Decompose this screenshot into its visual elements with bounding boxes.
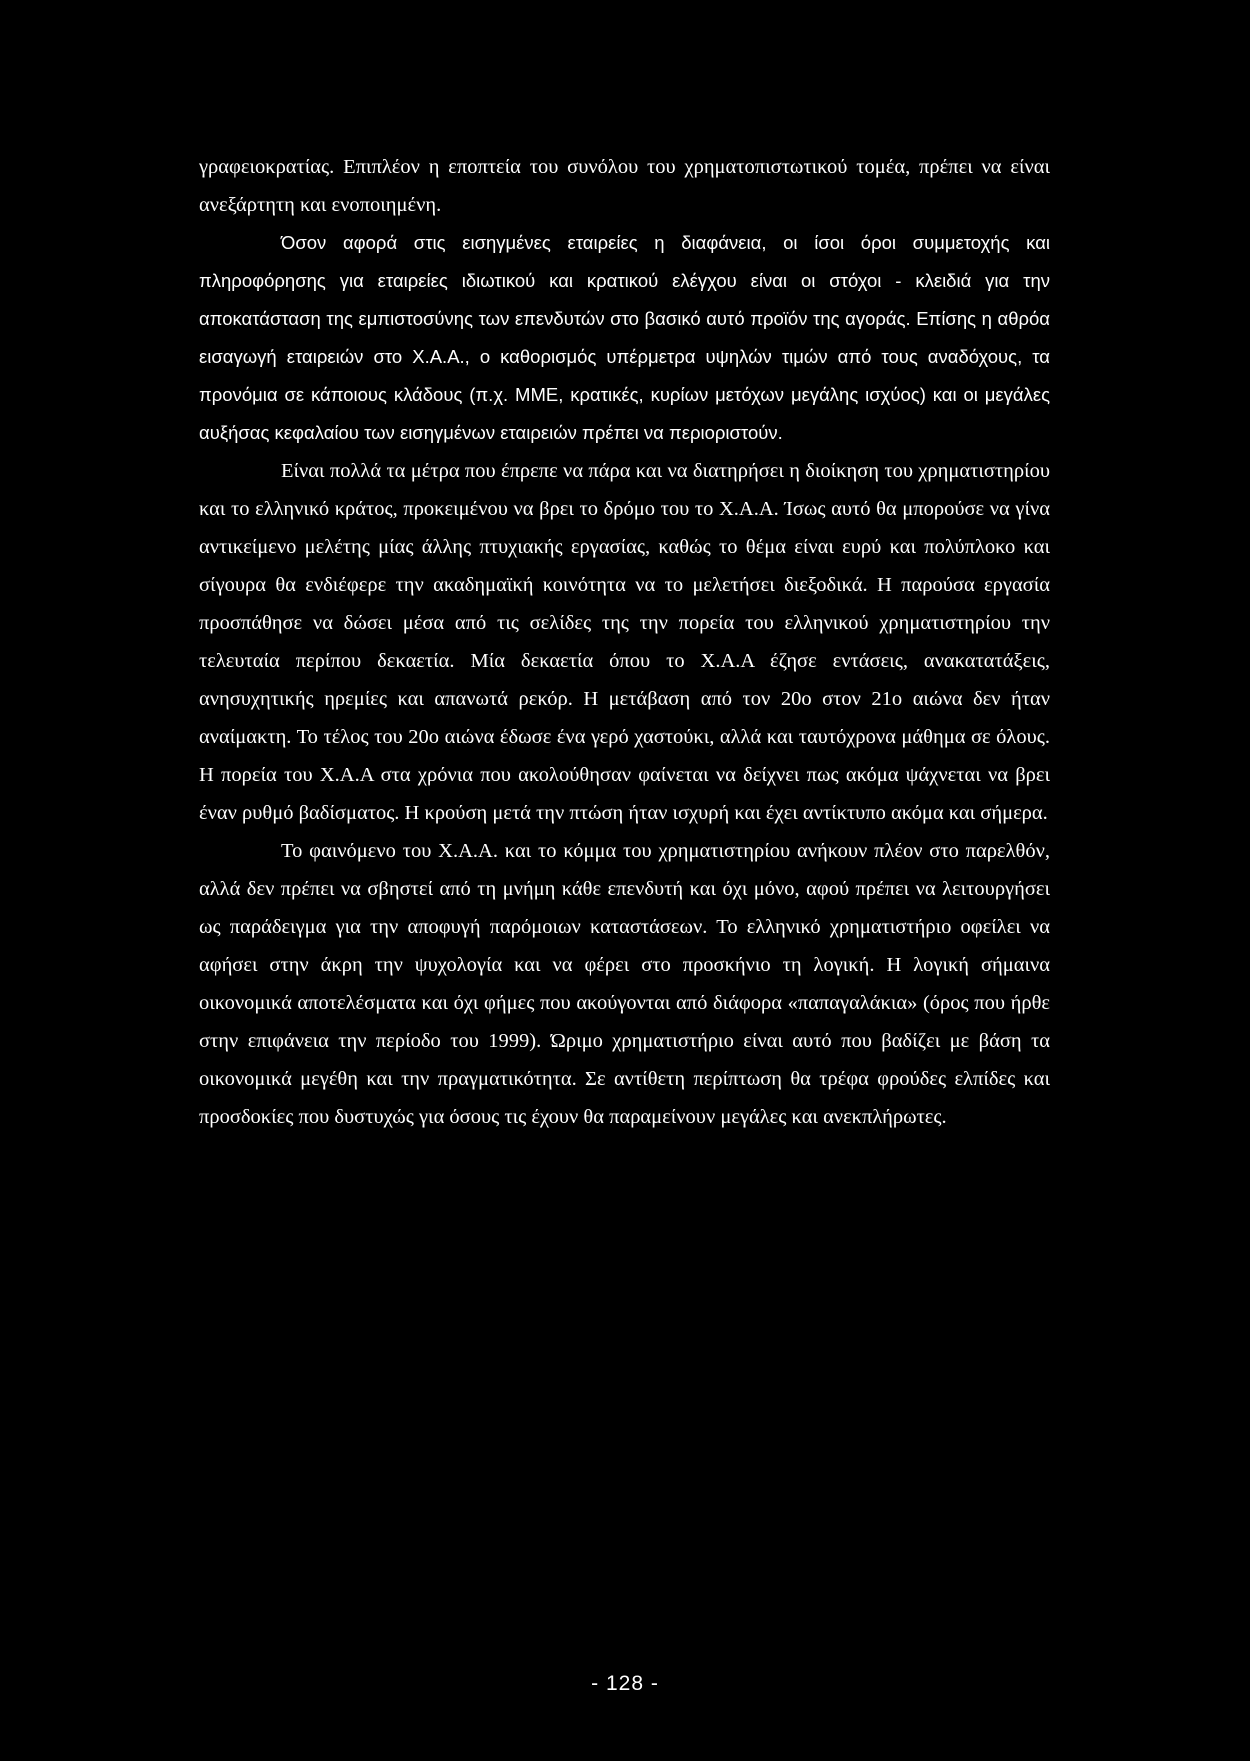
paragraph-listed-companies: Όσον αφορά στις εισηγμένες εταιρείες η διαφάνεια, οι ίσοι όροι συμμετοχής και πληροφόρησης για εταιρείες ιδιωτικού και κρατικού ελέγχου είναι οι στόχοι - κλειδιά για την αποκατάσταση της εμπιστοσύνης των επενδυτών στο βασικό αυτό προϊόν της αγοράς. Επίσης η αθρόα εισαγωγή εταιρειών στο Χ.Α.Α., ο καθορισμός υπέρμετρα υψηλών τιμών από τους αναδόχους, τα προνόμια σε κάποιους κλάδους (π.χ. ΜΜΕ, κρατικές, κυρίων μετόχων μεγάλης ισχύος) και οι μεγάλες αυξήσας κεφαλαίου των εισηγμένων εταιρειών πρέπει να περιοριστούν.	[199, 232, 1050, 443]
page-number: - 128 -	[591, 1672, 659, 1695]
paragraph-conclusion: Το φαινόμενο του Χ.Α.Α. και το κόμμα του χρηματιστηρίου ανήκουν πλέον στο παρελθόν, αλλά δεν πρέπει να σβηστεί από τη μνήμη κάθε επενδυτή και όχι μόνο, αφού πρέπει να λειτουργήσει ως παράδειγμα για την αποφυγή παρόμοιων καταστάσεων. Το ελληνικό χρηματιστήριο οφείλει να αφήσει στην άκρη την ψυχολογία και να φέρει στο προσκήνιο τη λογική. Η λογική σήμαινα οικονομικά αποτελέσματα και όχι φήμες που ακούγονται από διάφορα «παπαγαλάκια» (όρος που ήρθε στην επιφάνεια την περίοδο του 1999). Ώριμο χρηματιστήριο είναι αυτό που βαδίζει με βάση τα οικονομικά μεγέθη και την πραγματικότητα. Σε αντίθετη περίπτωση θα τρέφα φρούδες ελπίδες και προσδοκίες που δυστυχώς για όσους τις έχουν θα παραμείνουν μεγάλες και ανεκπλήρωτες.	[199, 840, 1050, 1128]
paragraph-continuation: γραφειοκρατίας. Επιπλέον η εποπτεία του συνόλου του χρηματοπιστωτικού τομέα, πρέπει να είναι ανεξάρτητη και ενοποιημένη.	[199, 156, 1050, 216]
paragraph-measures: Είναι πολλά τα μέτρα που έπρεπε να πάρα και να διατηρήσει η διοίκηση του χρηματιστηρίου και το ελληνικό κράτος, προκειμένου να βρει το δρόμο του το Χ.Α.Α. Ίσως αυτό θα μπορούσε να γίνα αντικείμενο μελέτης μίας άλλης πτυχιακής εργασίας, καθώς το θέμα είναι ευρύ και πολύπλοκο και σίγουρα θα ενδιέφερε την ακαδημαϊκή κοινότητα να το μελετήσει διεξοδικά. Η παρούσα εργασία προσπάθησε να δώσει μέσα από τις σελίδες της την πορεία του ελληνικού χρηματιστηρίου την τελευταία περίπου δεκαετία. Μία δεκαετία όπου το Χ.Α.Α έζησε εντάσεις, ανακατατάξεις, ανησυχητικής ηρεμίες και απανωτά ρεκόρ. Η μετάβαση από τον 20ο στον 21ο αιώνα δεν ήταν αναίμακτη. Το τέλος του 20ο αιώνα έδωσε ένα γερό χαστούκι, αλλά και ταυτόχρονα μάθημα σε όλους. Η πορεία του Χ.Α.Α στα χρόνια που ακολούθησαν φαίνεται να δείχνει πως ακόμα ψάχνεται να βρει έναν ρυθμό βαδίσματος. Η κρούση μετά την πτώση ήταν ισχυρή και έχει αντίκτυπο ακόμα και σήμερα.	[199, 460, 1050, 824]
body-text	[199, 148, 1050, 1136]
